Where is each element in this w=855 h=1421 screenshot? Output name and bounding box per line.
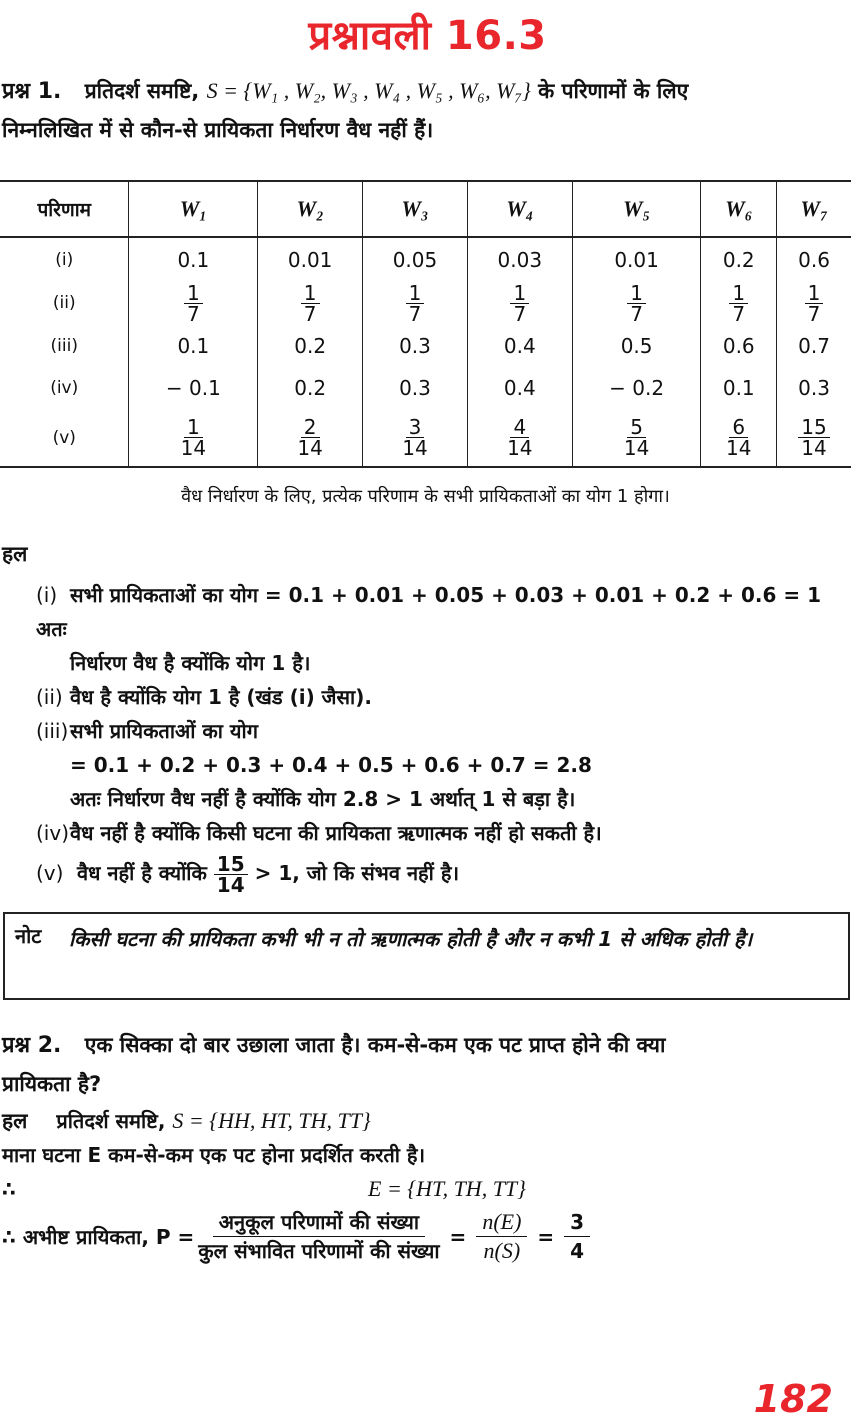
fraction	[805, 280, 824, 326]
solution-v-fraction	[214, 854, 248, 895]
solution-iii-line1: सभी प्रायिकताओं का योग	[70, 719, 258, 743]
fraction-denominator: 14	[726, 436, 752, 460]
table-body	[0, 237, 851, 467]
question-1	[2, 72, 853, 149]
solution-iv-label: (iv)	[36, 821, 69, 845]
page-title: प्रश्नावली 16.3	[308, 13, 547, 59]
table-cell	[701, 281, 777, 325]
table-cell: 0.01	[258, 237, 363, 281]
fraction-numerator: 4	[510, 417, 529, 438]
fraction	[297, 417, 322, 458]
fraction	[181, 417, 206, 458]
event-set: E = {HT, TH, TT}	[368, 1176, 526, 1201]
validity-rule-note: वैध निर्धारण के लिए, प्रत्येक परिणाम के सभी प्रायिकताओं का योग 1 होगा।	[181, 486, 670, 507]
probability-fraction-text	[198, 1208, 439, 1265]
table-cell	[129, 281, 258, 325]
table-cell: 0.3	[363, 325, 468, 367]
table-cell: 0.2	[258, 367, 363, 409]
fraction	[510, 280, 529, 326]
solution-v-label: (v)	[36, 861, 64, 885]
table-cell: 0.1	[129, 325, 258, 367]
page-number: 182	[753, 1377, 833, 1421]
table-header-w5: W₅	[572, 181, 701, 237]
table-header-w6: W₆	[701, 181, 777, 237]
solution-ii-line: वैध है क्योंकि योग 1 है (खंड (i) जैसा).	[70, 685, 372, 709]
question-2-label: प्रश्न 2.	[2, 1033, 62, 1058]
table-cell	[467, 281, 572, 325]
fraction	[798, 417, 829, 458]
question-2-let-line: माना घटना E कम-से-कम एक पट होना प्रदर्शित करती है।	[2, 1143, 426, 1167]
fraction-numerator: 1	[510, 283, 529, 304]
n-s: n(S)	[483, 1238, 521, 1263]
question-2-text: एक सिक्का दो बार उछाला जाता है। कम-से-कम एक पट प्राप्त होने की क्या	[84, 1033, 666, 1057]
table-cell	[258, 409, 363, 467]
solution-v-pre: वैध नहीं है क्योंकि	[76, 861, 207, 885]
fraction-numerator: 2	[301, 417, 320, 438]
fraction-numerator: 1	[301, 283, 320, 304]
table-row	[0, 237, 851, 281]
equals-sign-2: =	[537, 1224, 555, 1249]
row-label: (iv)	[50, 378, 79, 398]
note-box	[3, 912, 850, 1000]
question-2	[2, 1026, 853, 1103]
table-cell	[467, 409, 572, 467]
fraction	[729, 280, 748, 326]
fraction	[301, 280, 320, 326]
table-cell	[572, 409, 701, 467]
question-2-line2: प्रायिकता है?	[2, 1072, 102, 1096]
fraction	[624, 417, 649, 458]
fraction-denominator: 14	[297, 436, 323, 460]
result-numerator: 3	[564, 1208, 590, 1237]
solution-i-line2: निर्धारण वैध है क्योंकि योग 1 है।	[70, 651, 311, 675]
table-cell: 0.6	[701, 325, 777, 367]
table-cell: − 0.1	[129, 367, 258, 409]
table-header-w3: W₃	[363, 181, 468, 237]
table-cell: 0.01	[572, 237, 701, 281]
table-cell: 0.1	[129, 237, 258, 281]
question-2-solution	[2, 1104, 853, 1265]
row-label: (ii)	[52, 293, 76, 313]
fraction-numerator: 3	[406, 417, 425, 438]
table-cell	[129, 409, 258, 467]
result-denominator: 4	[570, 1239, 585, 1263]
fraction-numerator: 1	[406, 283, 425, 304]
fraction	[726, 417, 751, 458]
table-cell: 0.6	[777, 237, 851, 281]
fraction	[184, 280, 203, 326]
fraction-denominator: 7	[303, 301, 317, 326]
question-2-sample-label: प्रतिदर्श समष्टि,	[56, 1109, 166, 1133]
therefore-symbol: ∴	[2, 1177, 16, 1201]
table-row	[0, 409, 851, 467]
table-cell: 0.2	[258, 325, 363, 367]
solution-iii-label: (iii)	[36, 719, 69, 743]
solution-iv-line: वैध नहीं है क्योंकि किसी घटना की प्रायिकता ऋणात्मक नहीं हो सकती है।	[70, 821, 602, 845]
probability-fraction-n	[476, 1208, 527, 1265]
fraction-denominator: 14	[180, 436, 207, 460]
total-outcomes: कुल संभावित परिणामों की संख्या	[198, 1239, 440, 1263]
fraction-denominator: 7	[807, 301, 821, 326]
probability-result	[564, 1208, 590, 1265]
table-cell	[777, 281, 851, 325]
table-cell: 0.1	[701, 367, 777, 409]
table-header-w4: W₄	[467, 181, 572, 237]
table-cell	[572, 281, 701, 325]
fraction-denominator: 7	[513, 301, 527, 326]
table-row	[0, 325, 851, 367]
fraction	[406, 280, 425, 326]
table-cell: 0.2	[701, 237, 777, 281]
question-2-sample-set: S = {HH, HT, TH, TT}	[172, 1108, 371, 1133]
table-header-row	[0, 181, 851, 237]
fraction-denominator: 7	[186, 301, 200, 326]
table-header-w7: W₇	[777, 181, 851, 237]
fraction-denominator: 14	[623, 436, 650, 460]
table-cell: 0.4	[467, 367, 572, 409]
question-1-label: प्रश्न 1.	[2, 79, 62, 104]
note-text: किसी घटना की प्रायिकता कभी भी न तो ऋणात्मक होती है और न कभी 1 से अधिक होती है।	[69, 927, 753, 951]
fraction-denominator: 14	[402, 436, 428, 460]
table-cell	[701, 409, 777, 467]
fraction-numerator: 5	[627, 417, 646, 438]
table-cell: − 0.2	[572, 367, 701, 409]
question-1-line2: निम्नलिखित में से कौन-से प्रायिकता निर्धारण वैध नहीं हैं।	[2, 118, 434, 142]
n-e: n(E)	[476, 1208, 527, 1237]
fraction	[402, 417, 427, 458]
table-row	[0, 281, 851, 325]
fraction-numerator: 1	[184, 283, 203, 304]
table-row	[0, 367, 851, 409]
solution-iii-line3: अतः निर्धारण वैध नहीं है क्योंकि योग 2.8 > 1 अर्थात् 1 से बड़ा है।	[70, 787, 576, 811]
fraction-numerator: 15	[214, 854, 248, 875]
fraction-numerator: 15	[798, 417, 829, 438]
fraction-denominator: 7	[408, 301, 422, 326]
fraction-denominator: 14	[801, 436, 827, 460]
fraction-denominator: 14	[507, 436, 533, 460]
table-header-w2: W₂	[258, 181, 363, 237]
fraction-numerator: 1	[627, 283, 646, 304]
table-cell: 0.03	[467, 237, 572, 281]
note-head: नोट	[15, 924, 42, 948]
row-label: (i)	[55, 249, 74, 270]
fraction-denominator: 7	[630, 301, 643, 326]
solution-iii-line2: = 0.1 + 0.2 + 0.3 + 0.4 + 0.5 + 0.6 + 0.7 = 2.8	[70, 753, 592, 777]
table-cell: 0.05	[363, 237, 468, 281]
fraction-denominator: 7	[732, 301, 746, 326]
row-label: (v)	[0, 409, 129, 467]
table-cell: 0.4	[467, 325, 572, 367]
fraction-numerator: 1	[184, 417, 203, 438]
table-cell	[258, 281, 363, 325]
fraction	[627, 280, 646, 326]
solution-ii-label: (ii)	[36, 685, 63, 709]
table-cell: 0.3	[363, 367, 468, 409]
question-1-text-a: प्रतिदर्श समष्टि,	[84, 79, 200, 103]
solution-i-label: (i)	[36, 583, 58, 607]
probability-prefix: ∴ अभीष्ट प्रायिकता, P =	[2, 1224, 195, 1249]
table-cell	[777, 409, 851, 467]
fraction-numerator: 1	[729, 283, 748, 304]
fraction	[507, 417, 532, 458]
solution-i-line1: सभी प्रायिकताओं का योग = 0.1 + 0.01 + 0.05 + 0.03 + 0.01 + 0.2 + 0.6 = 1 अतः	[36, 583, 822, 641]
equals-sign: =	[449, 1224, 467, 1249]
fraction-numerator: 1	[805, 283, 824, 304]
solution-heading: हल	[2, 542, 28, 566]
solution-v-post: > 1, जो कि संभव नहीं है।	[254, 861, 460, 885]
table-header-outcome: परिणाम	[0, 181, 129, 237]
table-cell: 0.3	[777, 367, 851, 409]
table-cell: 0.5	[572, 325, 701, 367]
fraction-numerator: 6	[729, 417, 748, 438]
question-1-sample-space: S = {W₁ , W₂, W₃ , W₄ , W₅ , W₆, W₇}	[206, 78, 531, 103]
solution-body	[36, 578, 851, 895]
question-2-solution-head: हल	[2, 1109, 28, 1133]
row-label: (iii)	[50, 336, 78, 356]
table-header-w1: W₁	[129, 181, 258, 237]
fraction-denominator: 14	[216, 873, 245, 897]
favourable-outcomes: अनुकूल परिणामों की संख्या	[213, 1208, 425, 1237]
probability-table	[0, 180, 851, 468]
question-1-text-b: के परिणामों के लिए	[538, 79, 689, 103]
table-cell	[363, 409, 468, 467]
table-cell: 0.7	[777, 325, 851, 367]
table-cell	[363, 281, 468, 325]
